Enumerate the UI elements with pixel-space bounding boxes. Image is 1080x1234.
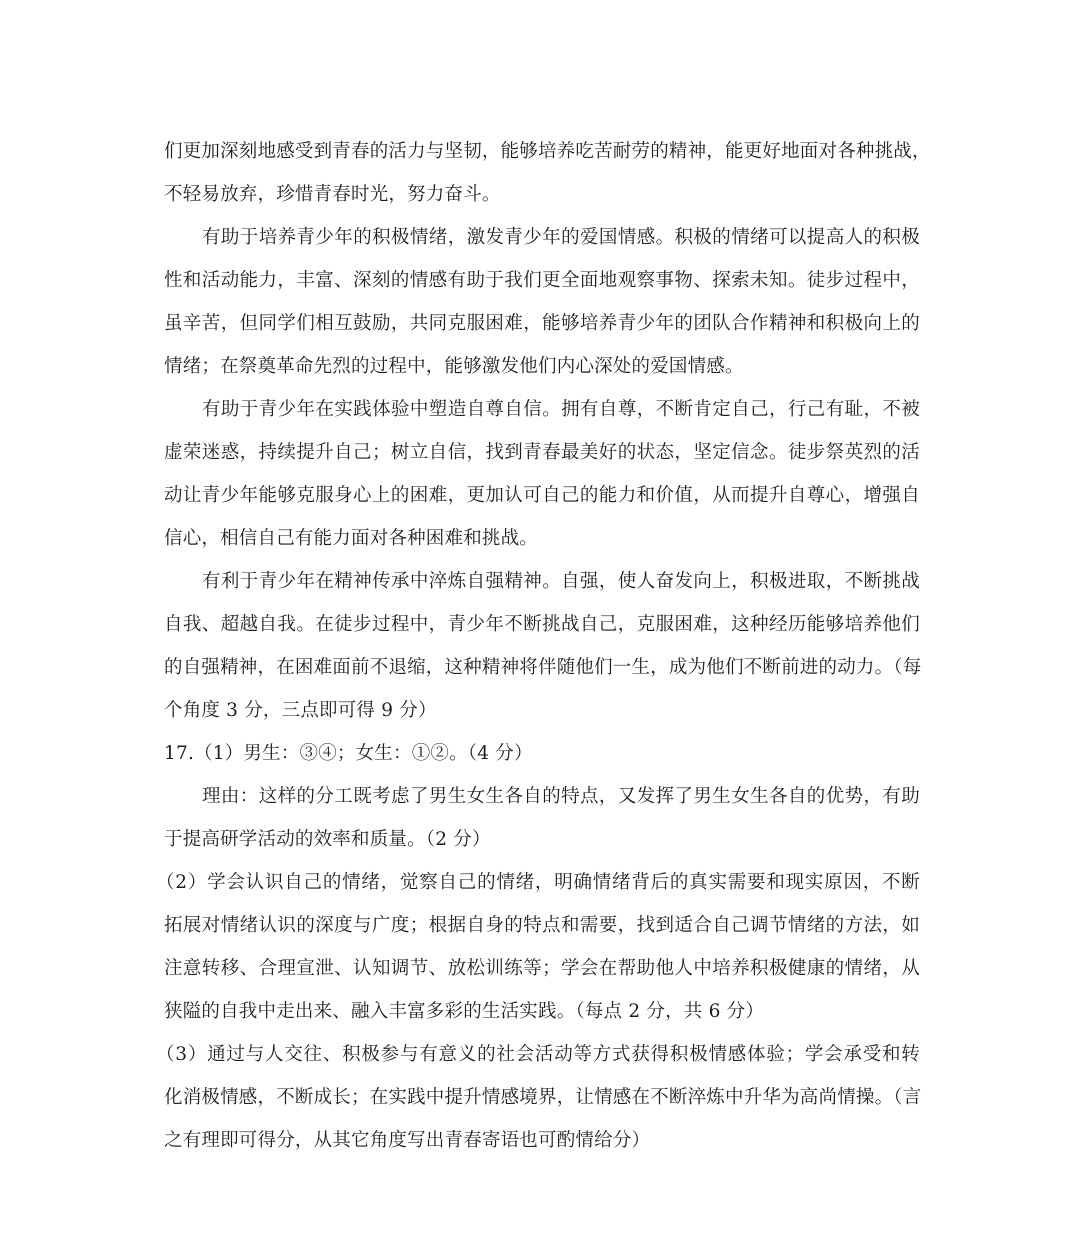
text-line: 情绪；在祭奠革命先烈的过程中，能够激发他们内心深处的爱国情感。 xyxy=(164,356,744,377)
text-line: 性和活动能力，丰富、深刻的情感有助于我们更全面地观察事物、探索未知。徒步过程中， xyxy=(164,270,920,291)
paragraph-first-line: 有助于青少年在实践体验中塑造自尊自信。拥有自尊，不断肯定自己，行己有耻，不被 xyxy=(202,399,920,420)
question-17-part-3: （3）通过与人交往、积极参与有意义的社会活动等方式获得积极情感体验；学会承受和转 xyxy=(156,1044,920,1065)
text-line: 注意转移、合理宣泄、认知调节、放松训练等；学会在帮助他人中培养积极健康的情绪，从 xyxy=(164,958,920,979)
text-line: 狭隘的自我中走出来、融入丰富多彩的生活实践。（每点 2 分，共 6 分） xyxy=(164,1001,765,1022)
paragraph-first-line: 有助于培养青少年的积极情绪，激发青少年的爱国情感。积极的情绪可以提高人的积极 xyxy=(202,227,920,248)
paragraph-first-line: 理由：这样的分工既考虑了男生女生各自的特点，又发挥了男生女生各自的优势，有助 xyxy=(202,786,920,807)
text-line: 不轻易放弃，珍惜青春时光，努力奋斗。 xyxy=(164,184,501,205)
answer-text-body xyxy=(156,130,931,1162)
text-line: 之有理即可得分，从其它角度写出青春寄语也可酌情给分） xyxy=(164,1130,651,1151)
text-line: 虚荣迷惑，持续提升自己；树立自信，找到青春最美好的状态，坚定信念。徒步祭英烈的活 xyxy=(164,442,920,463)
text-line: 化消极情感，不断成长；在实践中提升情感境界，让情感在不断淬炼中升华为高尚情操。（言 xyxy=(164,1087,922,1108)
text-line: 动让青少年能够克服身心上的困难，更加认可自己的能力和价值，从而提升自尊心，增强自 xyxy=(164,485,920,506)
text-line: 拓展对情绪认识的深度与广度；根据自身的特点和需要，找到适合自己调节情绪的方法，如 xyxy=(164,915,920,936)
question-17-part-1: 17.（1）男生：③④；女生：①②。（4 分） xyxy=(164,743,533,764)
text-line: 于提高研学活动的效率和质量。（2 分） xyxy=(164,829,491,850)
paragraph-first-line: 有利于青少年在精神传承中淬炼自强精神。自强，使人奋发向上，积极进取，不断挑战 xyxy=(202,571,920,592)
text-line: 的自强精神，在困难面前不退缩，这种精神将伴随他们一生，成为他们不断前进的动力。（每 xyxy=(164,657,922,678)
text-line: 们更加深刻地感受到青春的活力与坚韧，能够培养吃苦耐劳的精神，能更好地面对各种挑战， xyxy=(164,141,931,162)
text-line: 信心，相信自己有能力面对各种困难和挑战。 xyxy=(164,528,539,549)
text-line: 个角度 3 分，三点即可得 9 分） xyxy=(164,700,437,721)
question-17-part-2: （2）学会认识自己的情绪，觉察自己的情绪，明确情绪背后的真实需要和现实原因，不断 xyxy=(156,872,920,893)
text-line: 自我、超越自我。在徒步过程中，青少年不断挑战自己，克服困难，这种经历能够培养他们 xyxy=(164,614,920,635)
text-line: 虽辛苦，但同学们相互鼓励，共同克服困难，能够培养青少年的团队合作精神和积极向上的 xyxy=(164,313,920,334)
